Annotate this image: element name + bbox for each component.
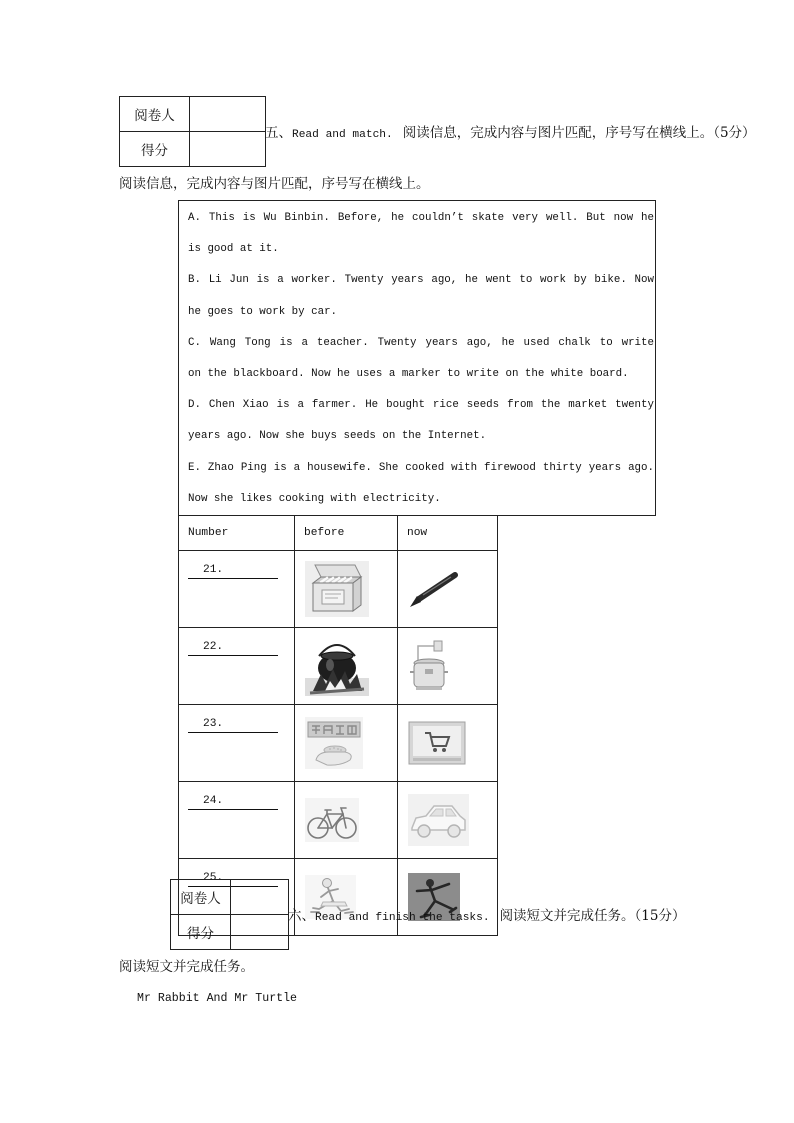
number-cell xyxy=(179,782,295,859)
reviewer-blank xyxy=(231,880,289,915)
question-number: 21. xyxy=(203,564,224,576)
answer-blank[interactable] xyxy=(188,717,278,733)
market-seeds-icon xyxy=(305,717,363,769)
score-blank xyxy=(231,915,289,950)
section-5-title-en: Read and match. xyxy=(292,129,393,141)
table-row xyxy=(179,705,498,782)
passage-a-line-2: is good at it. xyxy=(188,243,279,256)
passage-b-line-1: B. Li Jun is a worker. Twenty years ago, he went to work by bike. Now xyxy=(188,274,654,287)
score-box-section-5 xyxy=(119,96,266,167)
number-cell xyxy=(179,628,295,705)
answer-blank[interactable] xyxy=(188,563,278,579)
answer-blank[interactable] xyxy=(188,794,278,810)
marker-pen-icon xyxy=(408,569,460,609)
firewood-pot-icon xyxy=(305,636,369,696)
bicycle-icon xyxy=(305,798,359,842)
passage-d-line-1: D. Chen Xiao is a farmer. He bought rice seeds from the market twenty xyxy=(188,399,654,412)
answer-blank[interactable] xyxy=(188,640,278,656)
question-number: 25. xyxy=(203,872,224,884)
passage-b-line-2: he goes to work by car. xyxy=(188,305,338,318)
before-cell xyxy=(295,551,398,628)
score-label: 得分 xyxy=(120,132,190,167)
header-number: Number xyxy=(179,516,295,551)
passage-c-line-1: C. Wang Tong is a teacher. Twenty years ago, he used chalk to write xyxy=(188,336,654,349)
now-cell xyxy=(398,628,498,705)
section-6-instruction: 阅读短文并完成任务。 xyxy=(119,959,254,975)
before-cell xyxy=(295,782,398,859)
passage-box xyxy=(178,200,656,516)
now-cell xyxy=(398,705,498,782)
passage-a-line-1: A. This is Wu Binbin. Before, he couldn’t skate very well. But now he xyxy=(188,212,654,224)
car-icon xyxy=(408,794,469,846)
match-table xyxy=(178,515,498,936)
score-label: 得分 xyxy=(171,915,231,950)
story-title: Mr Rabbit And Mr Turtle xyxy=(137,992,298,1005)
section-6-title-zh: 阅读短文并完成任务。（15分） xyxy=(499,908,686,924)
before-cell xyxy=(295,705,398,782)
header-before: before xyxy=(295,516,398,551)
table-header-row xyxy=(179,516,498,551)
passage-e-line-2: Now she likes cooking with electricity. xyxy=(188,492,441,505)
chalk-box-icon xyxy=(305,561,369,617)
question-number: 22. xyxy=(203,641,224,653)
reviewer-blank xyxy=(190,97,266,132)
score-box-section-6 xyxy=(170,879,289,950)
section-5-number: 五、 xyxy=(265,125,292,141)
score-blank xyxy=(190,132,266,167)
section-5-title-zh: 阅读信息，完成内容与图片匹配，序号写在横线上。（5分） xyxy=(402,125,756,141)
section-5-instruction: 阅读信息，完成内容与图片匹配，序号写在横线上。 xyxy=(119,176,430,192)
header-now: now xyxy=(398,516,498,551)
number-cell xyxy=(179,705,295,782)
question-number: 24. xyxy=(203,795,224,807)
now-cell xyxy=(398,782,498,859)
online-shopping-icon xyxy=(408,720,466,766)
table-row xyxy=(179,628,498,705)
section-6-heading xyxy=(288,906,686,927)
table-row xyxy=(179,551,498,628)
reviewer-label: 阅卷人 xyxy=(171,880,231,915)
passage-c-line-2: on the blackboard. Now he uses a marker to write on the white board. xyxy=(188,367,629,380)
now-cell xyxy=(398,551,498,628)
section-6-title-en: Read and finish the tasks. xyxy=(315,912,490,924)
section-6-number: 六、 xyxy=(288,908,315,924)
number-cell xyxy=(179,551,295,628)
table-row xyxy=(179,782,498,859)
rice-cooker-icon xyxy=(408,639,450,693)
passage-e-line-1: E. Zhao Ping is a housewife. She cooked with firewood thirty years ago. xyxy=(188,461,654,474)
before-cell xyxy=(295,628,398,705)
passage-d-line-2: years ago. Now she buys seeds on the Internet. xyxy=(188,430,487,443)
reviewer-label: 阅卷人 xyxy=(120,97,190,132)
section-5-heading xyxy=(265,123,756,144)
question-number: 23. xyxy=(203,718,224,730)
